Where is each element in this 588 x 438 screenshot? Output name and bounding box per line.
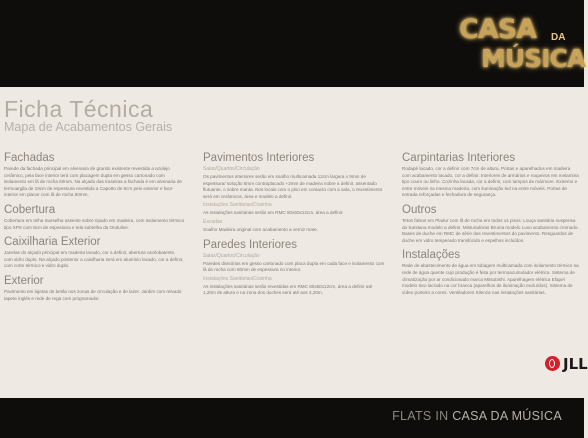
- logo-word-musica: MÚSICA: [481, 44, 586, 73]
- subheading-paredes-salas: Salas/Quartos/Circulação: [203, 252, 260, 259]
- subheading-escadas: Escadas: [203, 218, 223, 225]
- footer-tagline: [392, 409, 562, 423]
- section-heading-cobertura: Cobertura: [4, 203, 56, 216]
- column-middle: [203, 152, 385, 297]
- section-text-caixilharia: Janelas do alçado principal em madeira lacado, cor a definir, abertura oscilobatente, com vidro duplo. Na alçado posterior a caixilharia será em alumínio lacado, cor a definir, com corte térmico e vidro duplo.: [4, 250, 184, 269]
- section-text-instalacoes: Rede de abastecimento de água em tubagem multicamada com isolamento térmico na rede de água quente cujo produção é feita por termoacumulador elétrico. Sistema de climatização por ar condicionado marca Mitsubishi. Aparelhagem elétrica Efapel modelo Seo lacrado na cor branca (aparelhos de iluminação excluídos). Sistema de vídeo porteiro a cores. Ventiladores Silenza nas instalações sanitárias.: [402, 263, 579, 295]
- footer-band: [0, 398, 584, 438]
- subheading-paredes-sanitarias: Instalações Sanitárias/Cozinha: [203, 275, 272, 282]
- jll-wordmark: JLL: [563, 355, 588, 373]
- section-heading-caixilharia: Caixilharia Exterior: [4, 236, 101, 249]
- section-text-paredes-sanitarias: As instalações sanitárias serão revestidas em RMC 60x60x12cm, área a definir até 1,20m de altura e na zona dos duches será até aos 2,20m.: [203, 283, 373, 296]
- section-heading-exterior: Exterior: [4, 274, 44, 287]
- section-text-outros: Tetos falsos em Pladur com lã de rocha em todos os pisos. Louça sanitária suspensa da Sanitana modelo a definir. Misturadoras Bruma modelo Luxo acabamento cromado. Bases de duche em RMC de série dos revestimentos do pavimento. Resguardos de duche em vidro temperado translúcido e espelhos incluídos.: [402, 217, 579, 243]
- section-text-exterior: Pavimento em lajetas de betão nos zonas de circulação e de lazer. Jardim com relvado tapete inglês e rede de rega com programador.: [4, 288, 182, 301]
- subheading-pavimentos-salas: Salas/Quartos/Circulação: [203, 166, 260, 172]
- section-heading-paredes: Paredes Interiores: [203, 238, 297, 251]
- section-heading-pavimentos: Pavimentos Interiores: [203, 152, 315, 164]
- section-heading-outros: Outros: [402, 203, 437, 216]
- section-text-cobertura: Cobertura em telha marselha assente sobre ripado em madeira, com isolamento térmico tipo XPS com 8cm de espessura e tela subtelha da Onduline.: [4, 217, 185, 230]
- section-text-pavimentos-sanitarias: As instalações sanitárias serão em RMC 60x60x12cm, área a definir.: [203, 210, 344, 216]
- section-text-pavimentos-salas: Os pavimentos interiores serão em soalho multicamada 12cm largura x 9mm de espessura/ solução 8mm contraplacado +3mm de madeira nobre a definir, assentado flutuante, o sobre manta. Nos locais com o piso em contacto com a sala, o revestimento será em cerâmicos, área e modelo a definir.: [203, 174, 383, 199]
- section-heading-fachadas: Fachadas: [4, 152, 55, 164]
- footer-tagline-part1: FLATS IN: [392, 409, 453, 423]
- footer-tagline-part2: CASA DA MÚSICA: [452, 409, 562, 423]
- section-heading-carpintarias: Carpintarias Interiores: [402, 152, 516, 164]
- section-text-fachadas: Parede da fachada principal em alvenaria de granito existente revestida a azulejo cerâmico, pela face interior terá com placagem dupla em gesso cartonado com isolamento em lã de rocha 50mm. Na alçado das traseiras a fachada é em alvenaria de termoargila de 19cm de espessura revestida a Capotto de 8cm pelo exterior e face interior em placar com lã de rocha 50mm.: [4, 166, 182, 198]
- jll-logo: [545, 355, 588, 373]
- page-title: Ficha Técnica: [4, 96, 154, 122]
- column-left: [4, 152, 185, 302]
- header-band: [0, 0, 584, 87]
- section-text-paredes-salas: Paredes divisórias em gesso cartonado com placa dupla em cada face e isolamento com lã de rocha com 50mm de espessura no interior.: [203, 260, 385, 273]
- logo-word-da: DA: [551, 32, 566, 43]
- column-right: [402, 152, 580, 296]
- page-subtitle: Mapa de Acabamentos Gerais: [4, 120, 173, 134]
- casa-da-musica-logo: [455, 12, 586, 78]
- section-text-carpintarias: Rodapé lacado, cor a definir com 7cm de altura. Portas e aparelhados em madeira com acabamento lacado, cor a definir. Interiores de armários e roupeiros em melamina tipo couro ou linho. Cozinha lacada, cor a definir, com tampos de mármore. Extremo e entre móveis na mesma madeira, com iluminação led na entre móveis. Portas de entrada reforçadas e fechadura de segurança.: [402, 166, 579, 198]
- logo-word-casa: CASA: [459, 14, 537, 45]
- jll-mark-icon: [545, 356, 560, 371]
- subheading-pavimentos-sanitarias: Instalações Sanitárias/Cozinha: [203, 202, 272, 209]
- section-text-escadas: Soalho Madeira original com acabamento a verniz mate.: [203, 226, 318, 232]
- section-heading-instalacoes: Instalações: [402, 249, 461, 262]
